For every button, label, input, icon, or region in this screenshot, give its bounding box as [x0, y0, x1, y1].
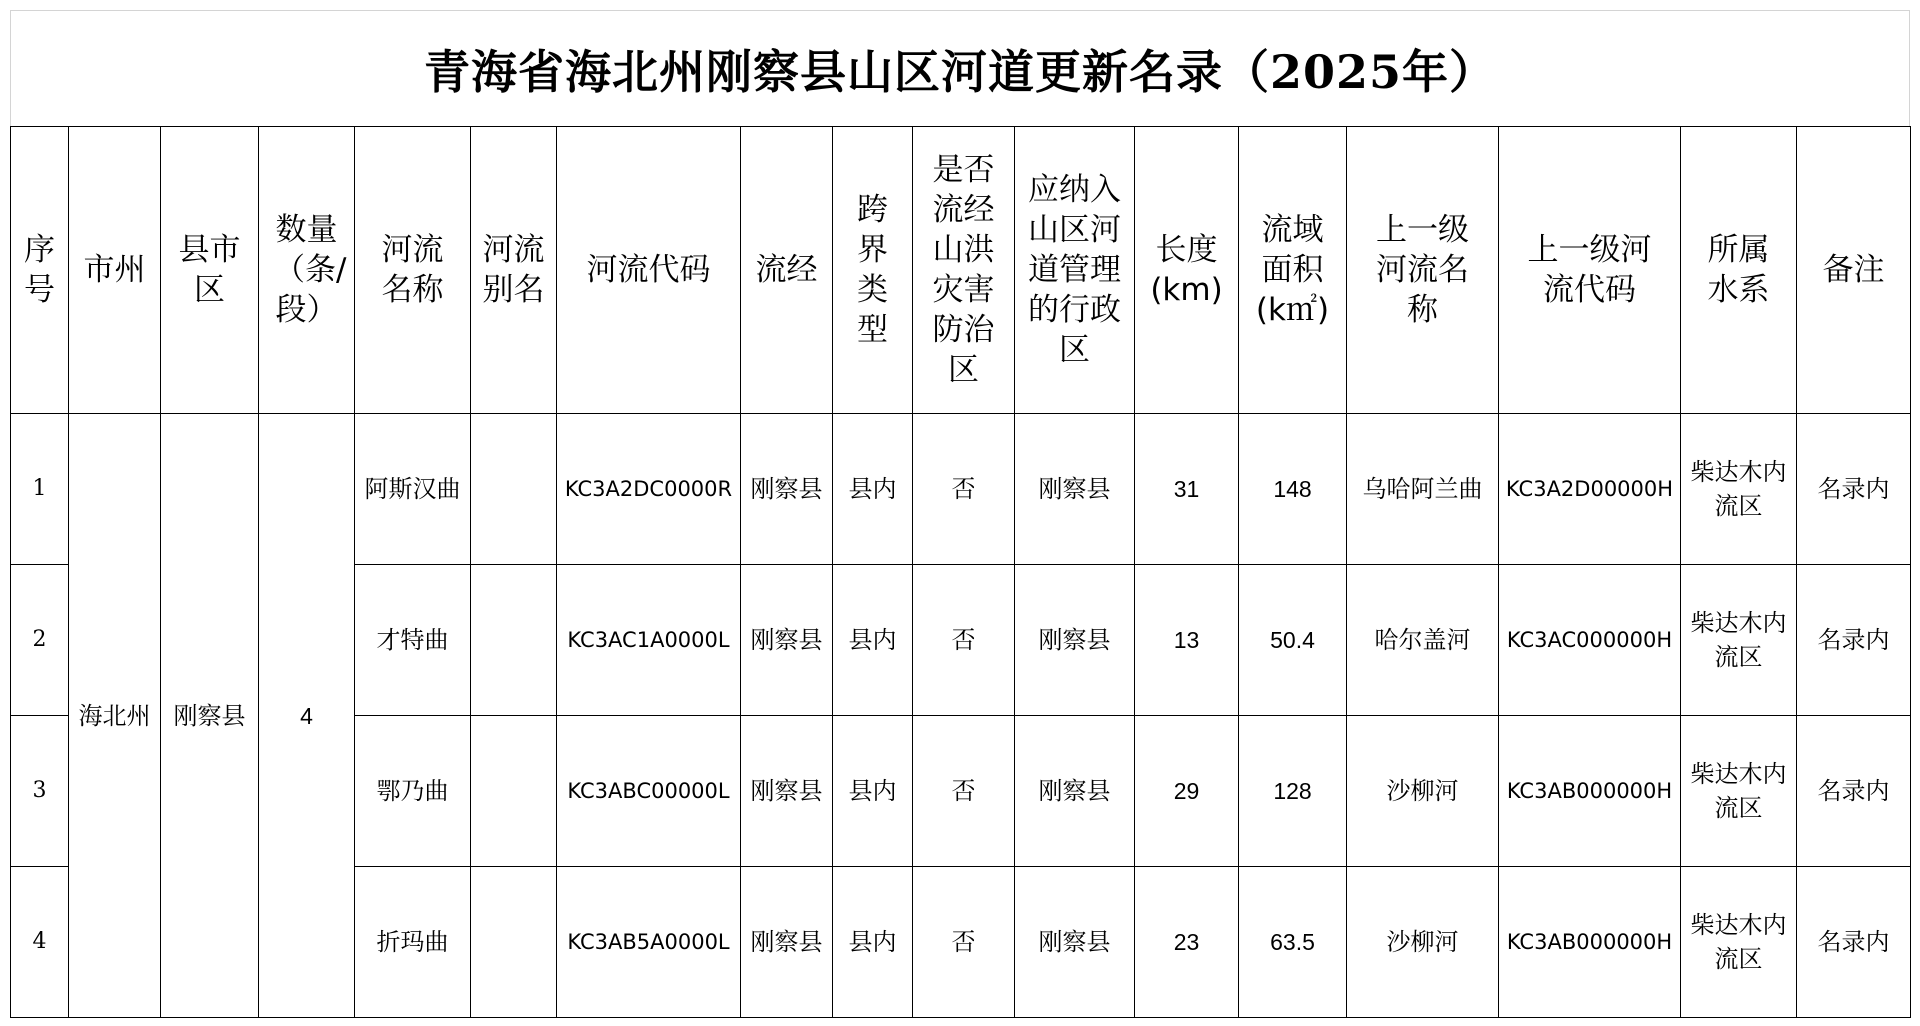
river-table: [10, 126, 1911, 1018]
cell-flood-zone: 否: [913, 414, 1015, 565]
cell-river-code: KC3A2DC0000R: [557, 414, 741, 565]
header-index: 序号: [11, 127, 69, 414]
cell-flood-zone: 否: [913, 716, 1015, 867]
cell-parent-name: 沙柳河: [1347, 716, 1499, 867]
header-parent-name: 上一级河流名称: [1347, 127, 1499, 414]
cell-note: 名录内: [1797, 565, 1911, 716]
title-bar: [10, 10, 1910, 126]
cell-flows-through: 刚察县: [741, 867, 833, 1018]
document-sheet: [10, 10, 1910, 1018]
header-river-name: 河流名称: [355, 127, 471, 414]
cell-length: 13: [1135, 565, 1239, 716]
header-row: [11, 127, 1911, 414]
cell-basin-area: 148: [1239, 414, 1347, 565]
header-river-code: 河流代码: [557, 127, 741, 414]
header-note: 备注: [1797, 127, 1911, 414]
header-parent-code: 上一级河流代码: [1499, 127, 1681, 414]
cell-note: 名录内: [1797, 867, 1911, 1018]
cell-index: 1: [11, 414, 69, 565]
cell-water-system: 柴达木内流区: [1681, 867, 1797, 1018]
cell-index: 3: [11, 716, 69, 867]
cell-flows-through: 刚察县: [741, 565, 833, 716]
cell-parent-code: KC3AB000000H: [1499, 867, 1681, 1018]
cell-admin-region: 刚察县: [1015, 716, 1135, 867]
cell-admin-region: 刚察县: [1015, 867, 1135, 1018]
cell-cross-type: 县内: [833, 716, 913, 867]
cell-admin-region: 刚察县: [1015, 565, 1135, 716]
header-water-system: 所属水系: [1681, 127, 1797, 414]
cell-cross-type: 县内: [833, 867, 913, 1018]
cell-admin-region: 刚察县: [1015, 414, 1135, 565]
cell-river-name: 才特曲: [355, 565, 471, 716]
header-river-alias: 河流别名: [471, 127, 557, 414]
header-admin-region: 应纳入山区河道管理的行政区: [1015, 127, 1135, 414]
cell-parent-name: 乌哈阿兰曲: [1347, 414, 1499, 565]
header-flood-zone: 是否流经山洪灾害防治区: [913, 127, 1015, 414]
cell-river-code: KC3AB5A0000L: [557, 867, 741, 1018]
cell-river-code: KC3AC1A0000L: [557, 565, 741, 716]
cell-length: 29: [1135, 716, 1239, 867]
cell-river-code: KC3ABC00000L: [557, 716, 741, 867]
table-row: [11, 414, 1911, 565]
cell-flood-zone: 否: [913, 867, 1015, 1018]
cell-note: 名录内: [1797, 414, 1911, 565]
header-flows-through: 流经: [741, 127, 833, 414]
cell-basin-area: 50.4: [1239, 565, 1347, 716]
header-city: 市州: [69, 127, 161, 414]
cell-river-name: 鄂乃曲: [355, 716, 471, 867]
cell-parent-name: 沙柳河: [1347, 867, 1499, 1018]
cell-river-name: 折玛曲: [355, 867, 471, 1018]
cell-river-alias: [471, 414, 557, 565]
header-length: 长度(km): [1135, 127, 1239, 414]
cell-river-alias: [471, 867, 557, 1018]
cell-cross-type: 县内: [833, 414, 913, 565]
cell-index: 2: [11, 565, 69, 716]
header-count: 数量（条/段）: [259, 127, 355, 414]
cell-water-system: 柴达木内流区: [1681, 414, 1797, 565]
cell-cross-type: 县内: [833, 565, 913, 716]
cell-river-name: 阿斯汉曲: [355, 414, 471, 565]
cell-water-system: 柴达木内流区: [1681, 565, 1797, 716]
header-cross-type: 跨界类型: [833, 127, 913, 414]
cell-river-alias: [471, 716, 557, 867]
cell-flows-through: 刚察县: [741, 414, 833, 565]
cell-parent-name: 哈尔盖河: [1347, 565, 1499, 716]
document-title: 青海省海北州刚察县山区河道更新名录（2025年）: [423, 44, 1497, 99]
cell-parent-code: KC3AC000000H: [1499, 565, 1681, 716]
cell-count: 4: [259, 414, 355, 1018]
cell-river-alias: [471, 565, 557, 716]
cell-flows-through: 刚察县: [741, 716, 833, 867]
cell-length: 23: [1135, 867, 1239, 1018]
cell-index: 4: [11, 867, 69, 1018]
cell-city: 海北州: [69, 414, 161, 1018]
header-basin-area: 流域面积(k㎡): [1239, 127, 1347, 414]
cell-parent-code: KC3AB000000H: [1499, 716, 1681, 867]
cell-note: 名录内: [1797, 716, 1911, 867]
cell-basin-area: 63.5: [1239, 867, 1347, 1018]
cell-basin-area: 128: [1239, 716, 1347, 867]
cell-flood-zone: 否: [913, 565, 1015, 716]
header-county: 县市区: [161, 127, 259, 414]
cell-water-system: 柴达木内流区: [1681, 716, 1797, 867]
cell-parent-code: KC3A2D00000H: [1499, 414, 1681, 565]
cell-county: 刚察县: [161, 414, 259, 1018]
cell-length: 31: [1135, 414, 1239, 565]
